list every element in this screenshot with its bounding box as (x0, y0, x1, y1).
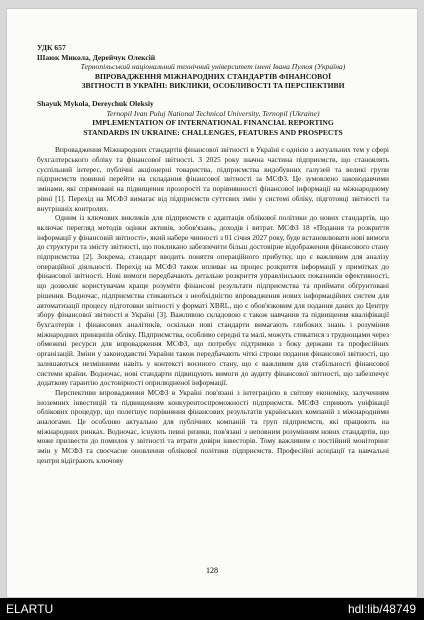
title-en-line-2: STANDARDS IN UKRAINE: CHALLENGES, FEATURES AND PROSPECTS (83, 127, 343, 137)
title-ua-line-1: ВПРОВАДЖЕННЯ МІЖНАРОДНИХ СТАНДАРТІВ ФІНАНСОВОЇ (94, 71, 332, 81)
body-paragraph-2: Одним із ключових викликів для підприємств є адаптація облікової політики до нових стандартів, що включає перегляд методів оцінки активів, зобов'язань, доходів і витрат. МСФЗ 18 «Подання та розкриття інформації у фінансовій звітності», який набере чинності з 01 січня 2027 року, буде встановлювати нові вимоги до структури та змісту звітності, що покликано забезпечити більш достовірне відображення фінансового стану підприємства [2]. Зокрема, стандарт вводить поняття операційного прибутку, що є важливим для аналізу операційної діяльності. Перехід на МСФЗ також впливає на процес розкриття інформації у примітках до фінансової звітності. Нові вимоги передбачають детальне розкриття управлінських показників ефективності, що дозволяє користувачам краще розуміти фінансові результати підприємства та приймати обґрунтовані рішення. Водночас, підприємства стикаються з необхідністю впровадження нових інформаційних систем для автоматизації процесу підготовки звітності у форматі XBRL, що є обов'язковим для подання даних до Центру збору фінансової звітності в Україні [3]. Важливою складовою є також навчання та підвищення кваліфікації бухгалтерів і фінансових аналітиків, оскільки нові стандарти вимагають глибоких знань і розуміння міжнародних принципів обліку. Підприємства, особливо середні та малі, можуть стикатися з труднощами через обмежені ресурси для впровадження МСФЗ, що потребує підтримки з боку держави та професійних організацій. Зміни у законодавстві України також передбачають чіткі строки подання фінансової звітності, що залишаються незмінними навіть у контексті воєнного стану, що є важливим для стабільності фінансової системи країни. Водночас, нові стандарти підвищують вимоги до аудиту фінансової звітності, що забезпечує додаткову гарантію достовірності оприлюдненої інформації. (37, 213, 389, 388)
affiliation-ua: Тернопільський національний технічний університет імені Івана Пулюя (Україна) (80, 62, 346, 72)
page-number: 128 (206, 566, 218, 575)
affiliation-en: Ternopil Ivan Puluj National Technical University, Ternopil (Ukraine) (106, 108, 320, 118)
paper-page (6, 8, 418, 598)
authors-en: Shayuk Mykola, Dereychuk Oleksiy (37, 98, 154, 108)
body-paragraph-1: Впровадження Міжнародних стандартів фінансової звітності в Україні є однією з актуальних тем у сфері бухгалтерського обліку та фінансової звітності. З 2025 року значна частина підприємств, що становлять суспільний інтерес, публічні акціонерні товариства, підприємства видобувних галузей та великі групи підприємств повинні перейти на складання фінансової звітності за МСФЗ. Це зумовлено законодавчими змінами, які спрямовані на підвищення прозорості та порівнянності фінансової інформації на міжнародному рівні [1]. Перехід на МСФЗ вимагає від підприємств суттєвих змін у системі обліку, підготовці звітності та внутрішніх контролях. (37, 145, 389, 213)
paper-content (37, 43, 389, 466)
footer-repository-name: ELARTU (6, 602, 54, 616)
footer-handle: hdl:lib/48749 (347, 602, 416, 616)
spacer (37, 137, 389, 145)
body-paragraph-3: Перспективи впровадження МСФЗ в Україні пов'язані з інтеграцією в світову економіку, залученням іноземних інвестицій та підвищенням конкурентоспроможності підприємств. МСФЗ сприяють уніфікації облікових процедур, що полегшує порівняння фінансових результатів українських компаній з міжнародними аналогами. Це особливо актуально для публічних компаній та груп підприємств, які працюють на міжнародних ринках. Водночас, існують певні ризики, пов'язані з неповним розумінням нових стандартів, що може призвести до помилок у звітності та втрати довіри інвесторів. Тому важливим є постійний моніторинг змін у МСФЗ та своєчасне оновлення облікової політики підприємств. Професійні асоціації та навчальні центри відіграють ключову (37, 387, 389, 465)
title-ua-line-2: ЗВІТНОСТІ В УКРАЇНІ: ВИКЛИКИ, ОСОБЛИВОСТІ ТА ПЕРСПЕКТИВИ (81, 81, 345, 91)
spacer (37, 91, 389, 99)
title-en-line-1: IMPLEMENTATION OF INTERNATIONAL FINANCIAL REPORTING (92, 118, 334, 128)
udk-code: УДК 657 (37, 43, 66, 52)
authors-ua: Шаюк Микола, Дерейчук Олексій (37, 52, 156, 62)
repository-footer-bar (0, 598, 424, 620)
